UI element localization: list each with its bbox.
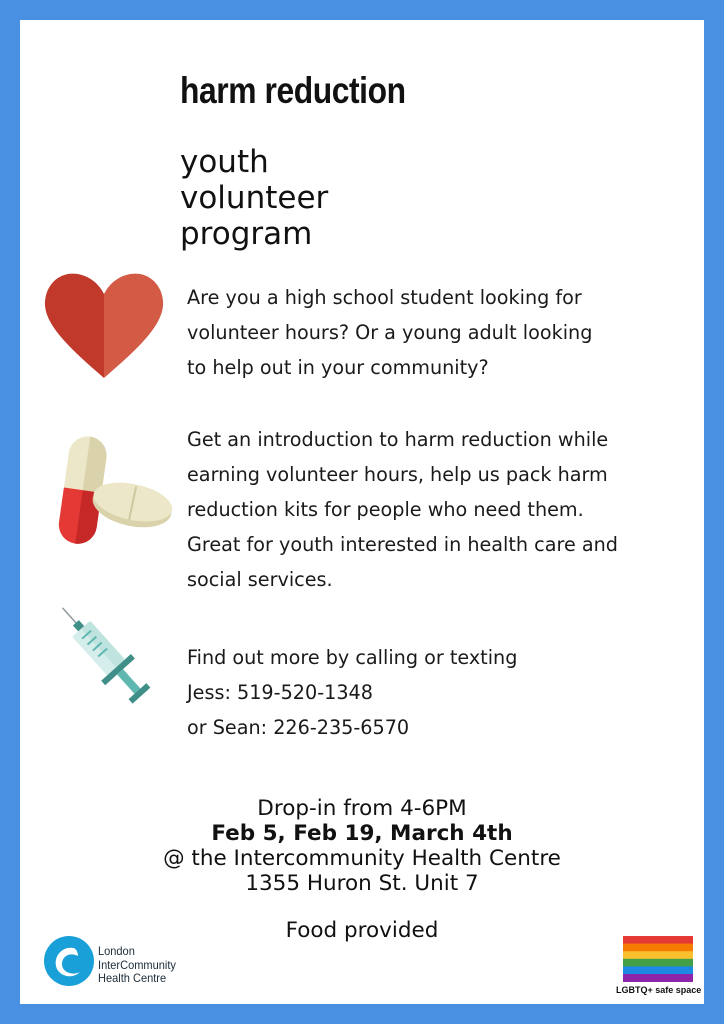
event-address: 1355 Huron St. Unit 7 [245, 871, 479, 896]
details-line: reduction kits for people who need them. [187, 498, 584, 521]
event-details [20, 796, 704, 896]
event-location: @ the Intercommunity Health Centre [163, 846, 561, 871]
pills-icon [44, 428, 174, 550]
event-dates: Feb 5, Feb 19, March 4th [211, 821, 513, 846]
logo-text [98, 945, 176, 986]
logo-swirl-icon [44, 936, 94, 986]
details-paragraph [187, 422, 707, 597]
logo-line: InterCommunity [98, 957, 176, 972]
program-title-line: youth [180, 144, 269, 180]
heart-icon [44, 272, 164, 380]
intro-line: volunteer hours? Or a young adult looking [187, 321, 593, 344]
details-line: earning volunteer hours, help us pack harm [187, 463, 608, 486]
food-note: Food provided [285, 918, 439, 943]
intro-line: Are you a high school student looking for [187, 286, 582, 309]
safe-space-label: LGBTQ+ safe space [616, 985, 702, 995]
contact-paragraph [187, 640, 707, 745]
rainbow-flag-icon [623, 936, 693, 982]
details-line: social services. [187, 568, 333, 591]
poster-heading: harm reduction [180, 70, 406, 111]
program-title-line: program [180, 216, 313, 252]
logo-line: London [98, 944, 135, 958]
details-line: Great for youth interested in health care and [187, 533, 618, 556]
program-title-line: volunteer [180, 180, 329, 216]
contact-phone-sean[interactable]: or Sean: 226-235-6570 [187, 716, 410, 739]
program-title [180, 144, 328, 252]
syringe-icon [42, 592, 166, 716]
details-line: Get an introduction to harm reduction while [187, 428, 609, 451]
poster-page [20, 20, 704, 1004]
contact-line: Find out more by calling or texting [187, 646, 518, 669]
intro-paragraph [187, 280, 707, 385]
dropin-hours: Drop-in from 4-6PM [257, 796, 467, 821]
contact-phone-jess[interactable]: Jess: 519-520-1348 [187, 681, 373, 704]
logo-line: Health Centre [98, 971, 167, 985]
intro-line: to help out in your community? [187, 356, 489, 379]
